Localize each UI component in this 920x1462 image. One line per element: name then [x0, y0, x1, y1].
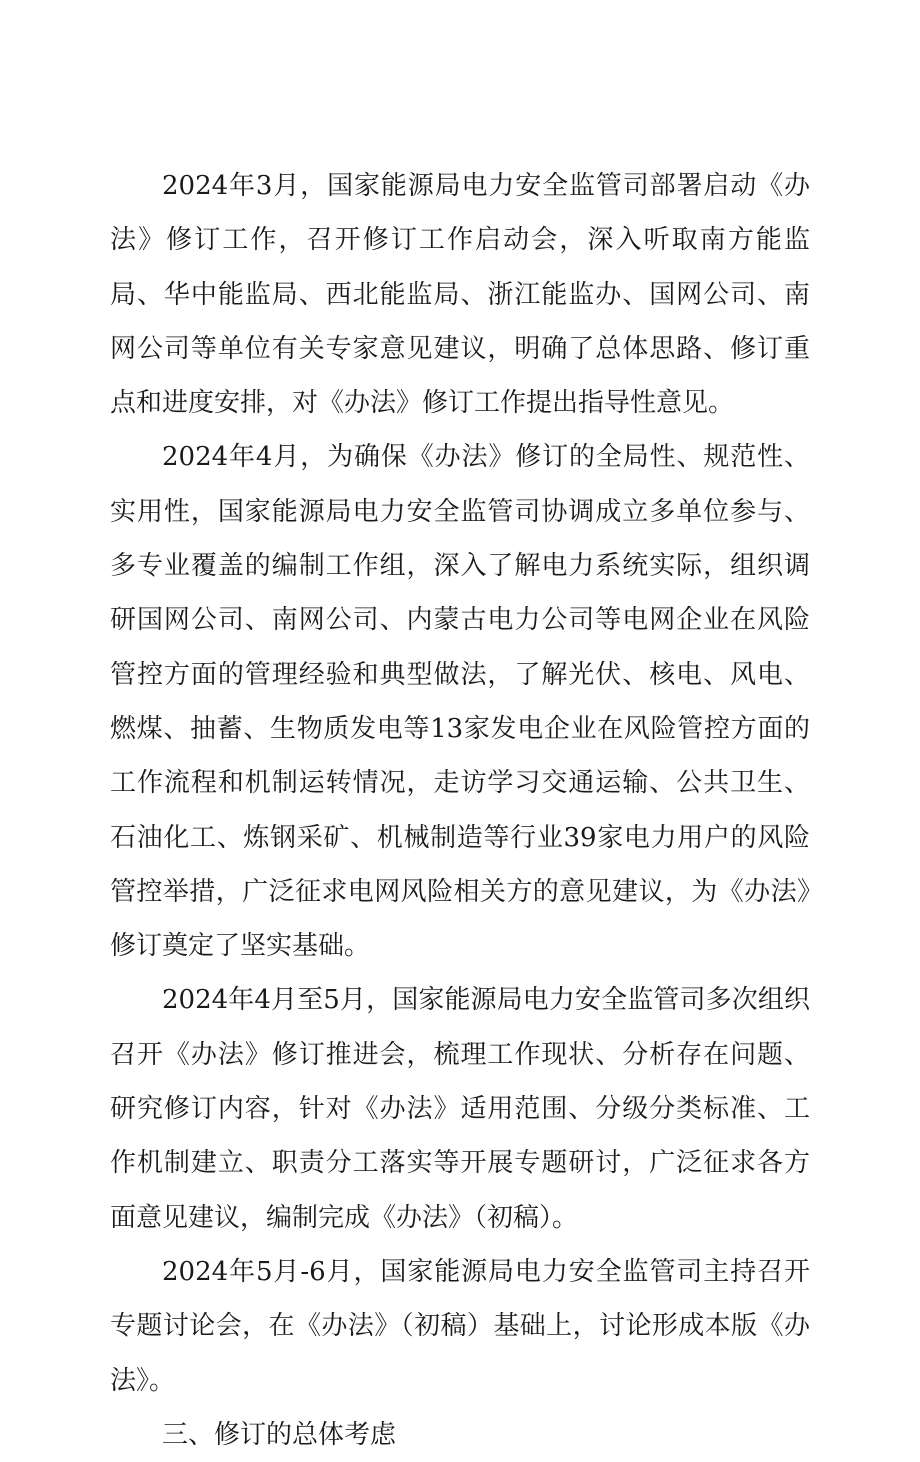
paragraph-april-may-2024: 2024年4月至5月，国家能源局电力安全监管司多次组织召开《办法》修订推进会，梳理工作现状、分析存在问题、研究修订内容，针对《办法》适用范围、分级分类标准、工作机制建立、职责分工落实等开展专题研讨，广泛征求各方面意见建议，编制完成《办法》（初稿）。 [110, 985, 810, 1233]
paragraph-april-2024: 2024年4月，为确保《办法》修订的全局性、规范性、实用性，国家能源局电力安全监管司协调成立多单位参与、多专业覆盖的编制工作组，深入了解电力系统实际，组织调研国网公司、南网公司、内蒙古电力公司等电网企业在风险管控方面的管理经验和典型做法，了解光伏、核电、风电、燃煤、抽蓄、生物质发电等13家发电企业在风险管控方面的工作流程和机制运转情况，走访学习交通运输、公共卫生、石油化工、炼钢采矿、机械制造等行业39家电力用户的风险管控举措，广泛征求电网风险相关方的意见建议，为《办法》修订奠定了坚实基础。 [110, 442, 810, 962]
paragraph-may-june-2024: 2024年5月-6月，国家能源局电力安全监管司主持召开专题讨论会，在《办法》（初稿）基础上，讨论形成本版《办法》。 [110, 1256, 810, 1396]
paragraph-march-2024: 2024年3月，国家能源局电力安全监管司部署启动《办法》修订工作，召开修订工作启动会，深入听取南方能监局、华中能监局、西北能监局、浙江能监办、国网公司、南网公司等单位有关专家意见建议，明确了总体思路、修订重点和进度安排，对《办法》修订工作提出指导性意见。 [110, 171, 810, 419]
document-body [110, 159, 810, 1462]
section-heading: 三、修订的总体考虑 [162, 1419, 397, 1450]
